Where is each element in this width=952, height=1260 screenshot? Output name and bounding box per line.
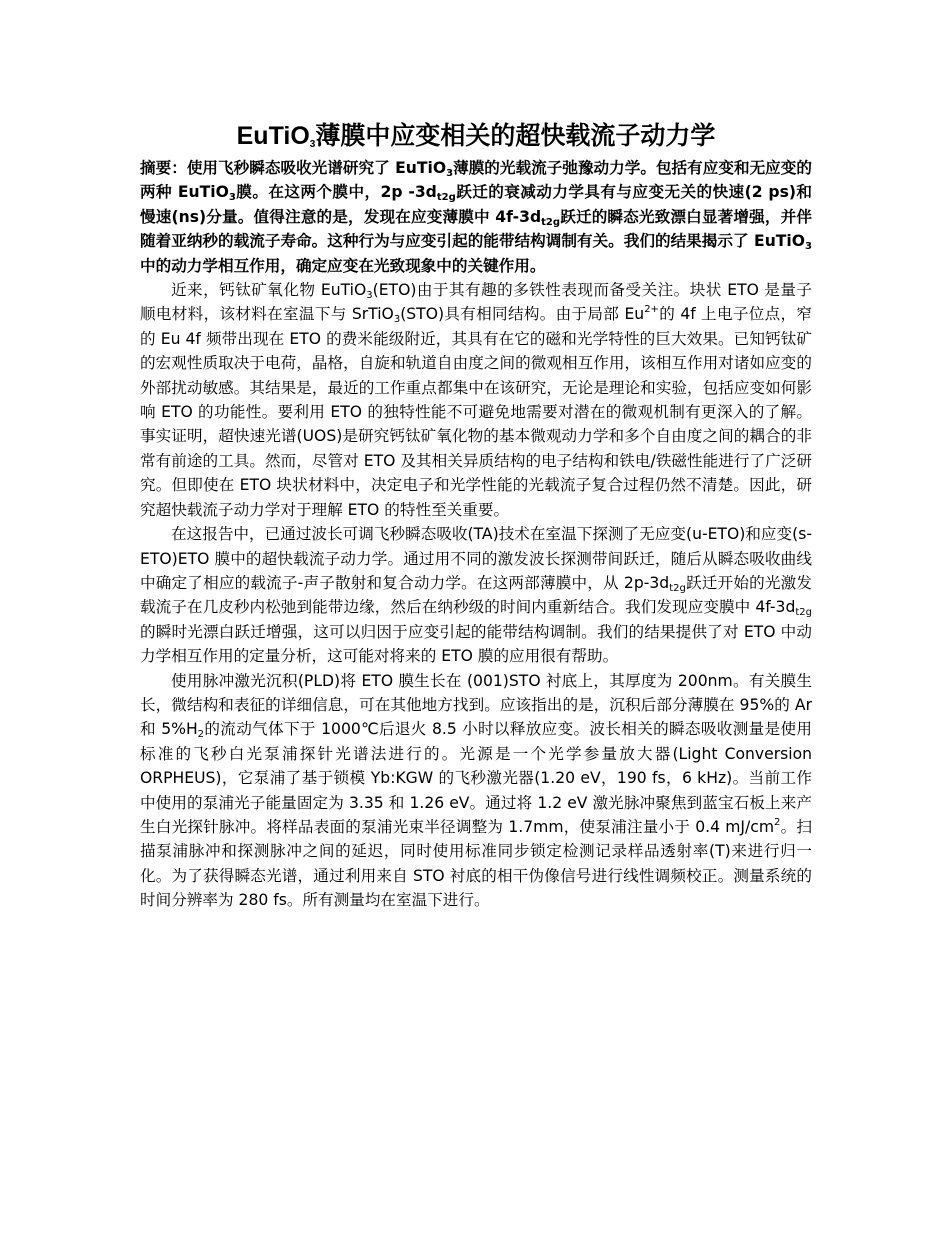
- paragraph-methods: 使用脉冲激光沉积(PLD)将 ETO 膜生长在 (001)STO 衬底上，其厚度为 200nm。有关膜生长，微结构和表征的详细信息，可在其他地方找到。应该指出的是，沉积后部分薄膜在 95%的 Ar 和 $5\%H_2$的流动气体下于 1000℃后退火 8.5 小时以释放应变。波长相关的瞬态吸收测量是使用标准的飞秒白光泵浦探针光谱法进行的。光源是一个光学参量放大器(Light Conversion ORPHEUS)，它泵浦了基于锁模 Yb:KGW 的飞秒激光器(1.20 eV，190 fs，6 kHz)。当前工作中使用的泵浦光子能量固定为 3.35 和 1.26 eV。通过将 1.2 eV 激光脉冲聚焦到蓝宝石板上来产生白光探针脉冲。将样品表面的泵浦光束半径调整为 1.7mm，使泵浦注量小于 0.4 $mJ/cm^2$。扫描泵浦脉冲和探测脉冲之间的延迟，同时使用标准同步锁定检测记录样品透射率(T)来进行归一化。为了获得瞬态光谱，通过利用来自 STO 衬底的相干伪像信号进行线性调频校正。测量系统的时间分辨率为 280 fs。所有测量均在室温下进行。: [140, 671, 812, 910]
- paragraph-report: 在这报告中，已通过波长可调飞秒瞬态吸收(TA)技术在室温下探测了无应变(u-ETO)和应变(s-ETO)ETO 膜中的超快载流子动力学。通过用不同的激发波长探测带间跃迁，随后从瞬态吸收曲线中确定了相应的载流子-声子散射和复合动力学。在这两部薄膜中，从 $2p-3d_{t2g}$跃迁开始的光激发载流子在几皮秒内松弛到能带边缘，然后在纳秒级的时间内重新结合。我们发现应变膜中 $4f-3d_{t2g}$的瞬时光漂白跃迁增强，这可以归因于应变引起的能带结构调制。我们的结果提供了对 ETO 中动力学相互作用的定量分析，这可能对将来的 ETO 膜的应用很有帮助。: [140, 525, 812, 666]
- paper-title: EuTiO$_3$薄膜中应变相关的超快载流子动力学: [236, 122, 716, 150]
- document-page: [140, 118, 812, 913]
- paragraph-introduction: 近来，钙钛矿氧化物 EuTiO$_3$(ETO)由于其有趣的多铁性表现而备受关注。块状 ETO 是量子顺电材料，该材料在室温下与 SrTiO$_3$(STO)具有相同结构。由于局部 $Eu^{2+}$的 4f 上电子位点，窄的 Eu 4f 频带出现在 ETO 的费米能级附近，其具有在它的磁和光学特性的巨大效果。已知钙钛矿的宏观性质取决于电荷，晶格，自旋和轨道自由度之间的微观相互作用，该相互作用对诸如应变的外部扰动敏感。其结果是，最近的工作重点都集中在该研究，无论是理论和实验，包括应变如何影响 ETO 的功能性。要利用 ETO 的独特性能不可避免地需要对潜在的微观机制有更深入的了解。事实证明，超快速光谱(UOS)是研究钙钛矿氧化物的基本微观动力学和多个自由度之间的耦合的非常有前途的工具。然而，尽管对 ETO 及其相关异质结构的电子结构和铁电/铁磁性能进行了广泛研究。但即使在 ETO 块状材料中，决定电子和光学性能的光载流子复合过程仍然不清楚。因此，研究超快载流子动力学对于理解 ETO 的特性至关重要。: [140, 281, 813, 519]
- abstract: 摘要：使用飞秒瞬态吸收光谱研究了 EuTiO$_3$薄膜的光载流子弛豫动力学。包括有应变和无应变的两种 EuTiO$_3$膜。在这两个膜中，2p $-3d_{t2g}$跃迁的衰减动力学具有与应变无关的快速(2 ps)和慢速(ns)分量。值得注意的是，发现在应变薄膜中 $4f-3d_{t2g}$跃迁的瞬态光致漂白显著增强，并伴随着亚纳秒的载流子寿命。这种行为与应变引起的能带结构调制有关。我们的结果揭示了 EuTiO$_3$中的动力学相互作用，确定应变在光致现象中的关键作用。: [140, 159, 813, 275]
